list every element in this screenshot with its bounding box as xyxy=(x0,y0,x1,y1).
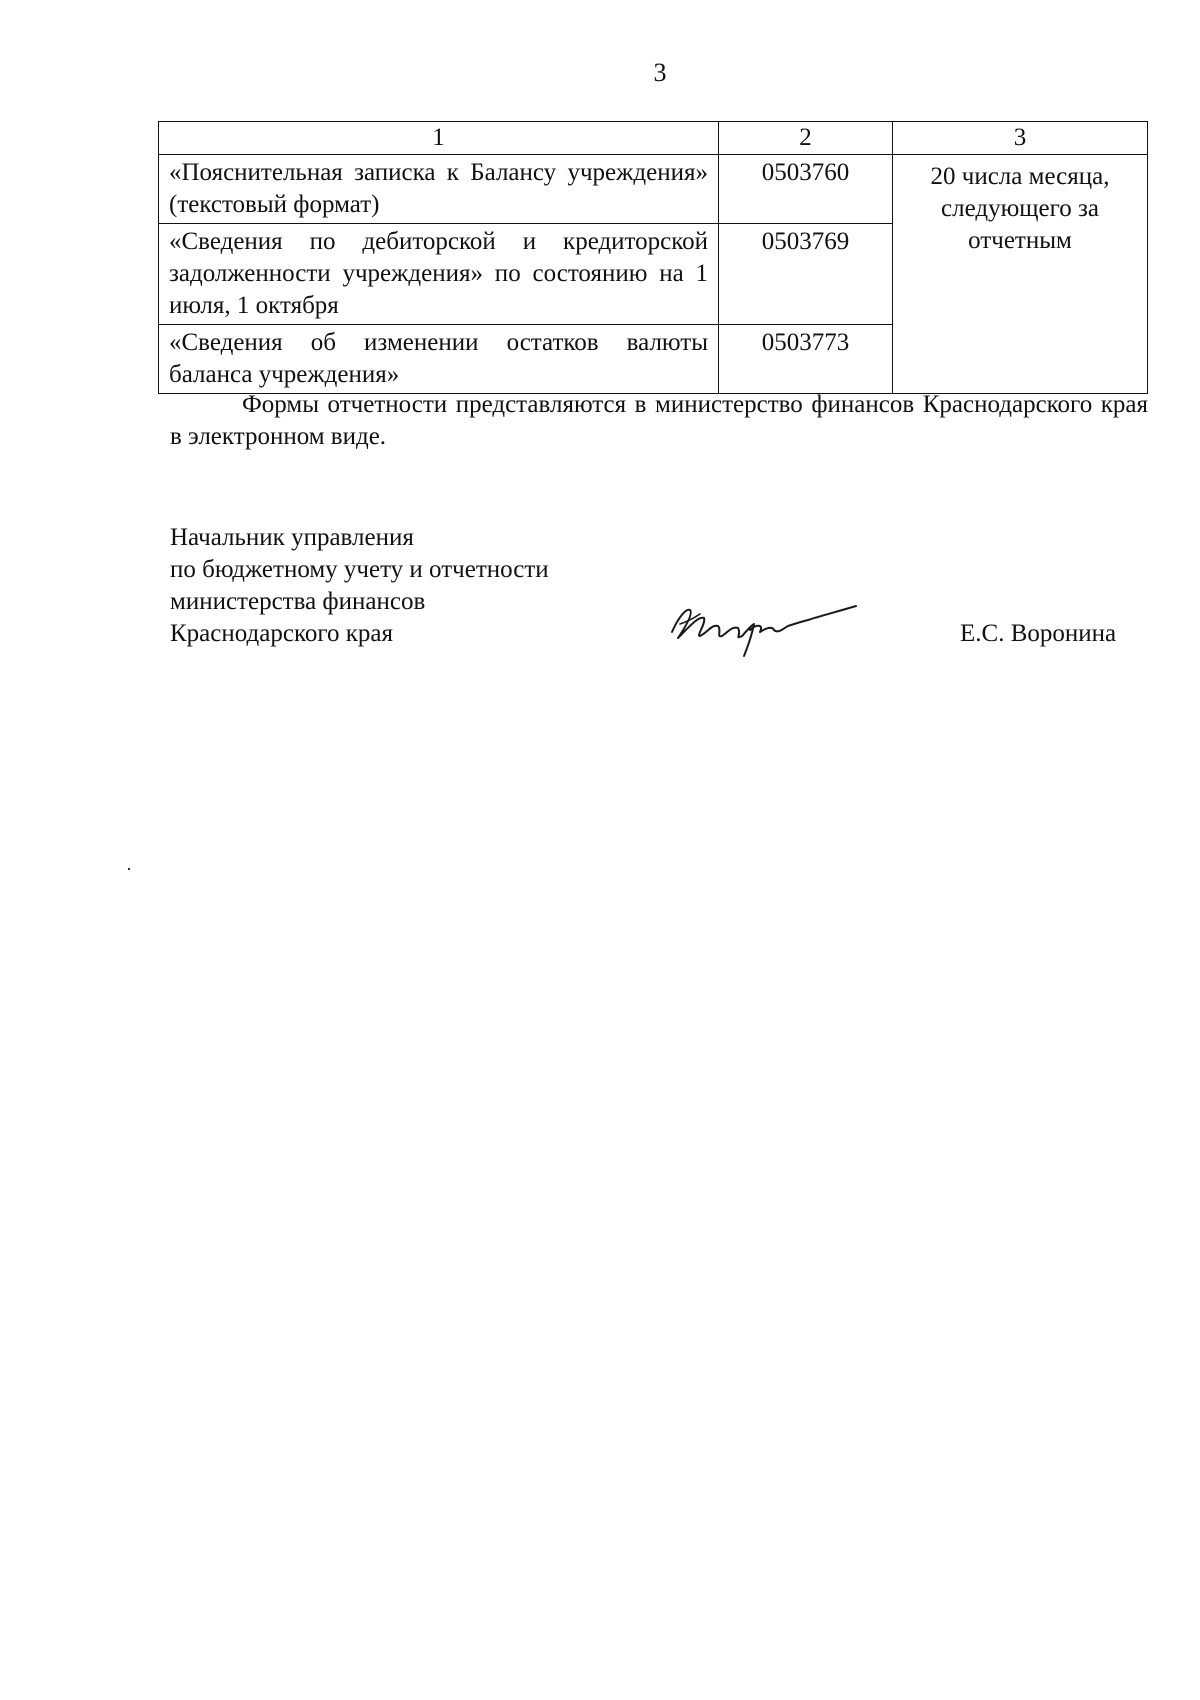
form-code-cell: 0503760 xyxy=(719,155,893,224)
scan-speck xyxy=(128,868,130,870)
reporting-forms-table xyxy=(158,121,1148,394)
handwritten-signature xyxy=(660,588,860,658)
submission-note: Формы отчетности представляются в министерство финансов Краснодарского края в электронном виде. xyxy=(170,391,1148,450)
column-header-1: 1 xyxy=(159,122,719,155)
page-number: 3 xyxy=(653,58,667,87)
column-header-3: 3 xyxy=(893,122,1148,155)
signatory-title-line: Краснодарского края xyxy=(170,620,393,647)
column-header-2: 2 xyxy=(719,122,893,155)
signatory-title-line: министерства финансов xyxy=(170,588,426,615)
signatory-name: Е.С. Воронина xyxy=(960,620,1117,647)
table-header-row xyxy=(159,122,1148,155)
form-name-cell: «Пояснительная записка к Балансу учреждения» (текстовый формат) xyxy=(159,155,719,224)
table-row xyxy=(159,155,1148,224)
form-code-cell: 0503773 xyxy=(719,325,893,394)
form-code-cell: 0503769 xyxy=(719,224,893,325)
deadline-cell: 20 числа месяца, следующего за отчетным xyxy=(893,155,1148,394)
signatory-title-line: Начальник управления xyxy=(170,524,414,551)
signatory-title-line: по бюджетному учету и отчетности xyxy=(170,556,549,583)
form-name-cell: «Сведения об изменении остатков валюты баланса учреждения» xyxy=(159,325,719,394)
signatory-title xyxy=(170,522,549,650)
form-name-cell: «Сведения по дебиторской и кредиторской задолженности учреждения» по состоянию на 1 июля, 1 октября xyxy=(159,224,719,325)
